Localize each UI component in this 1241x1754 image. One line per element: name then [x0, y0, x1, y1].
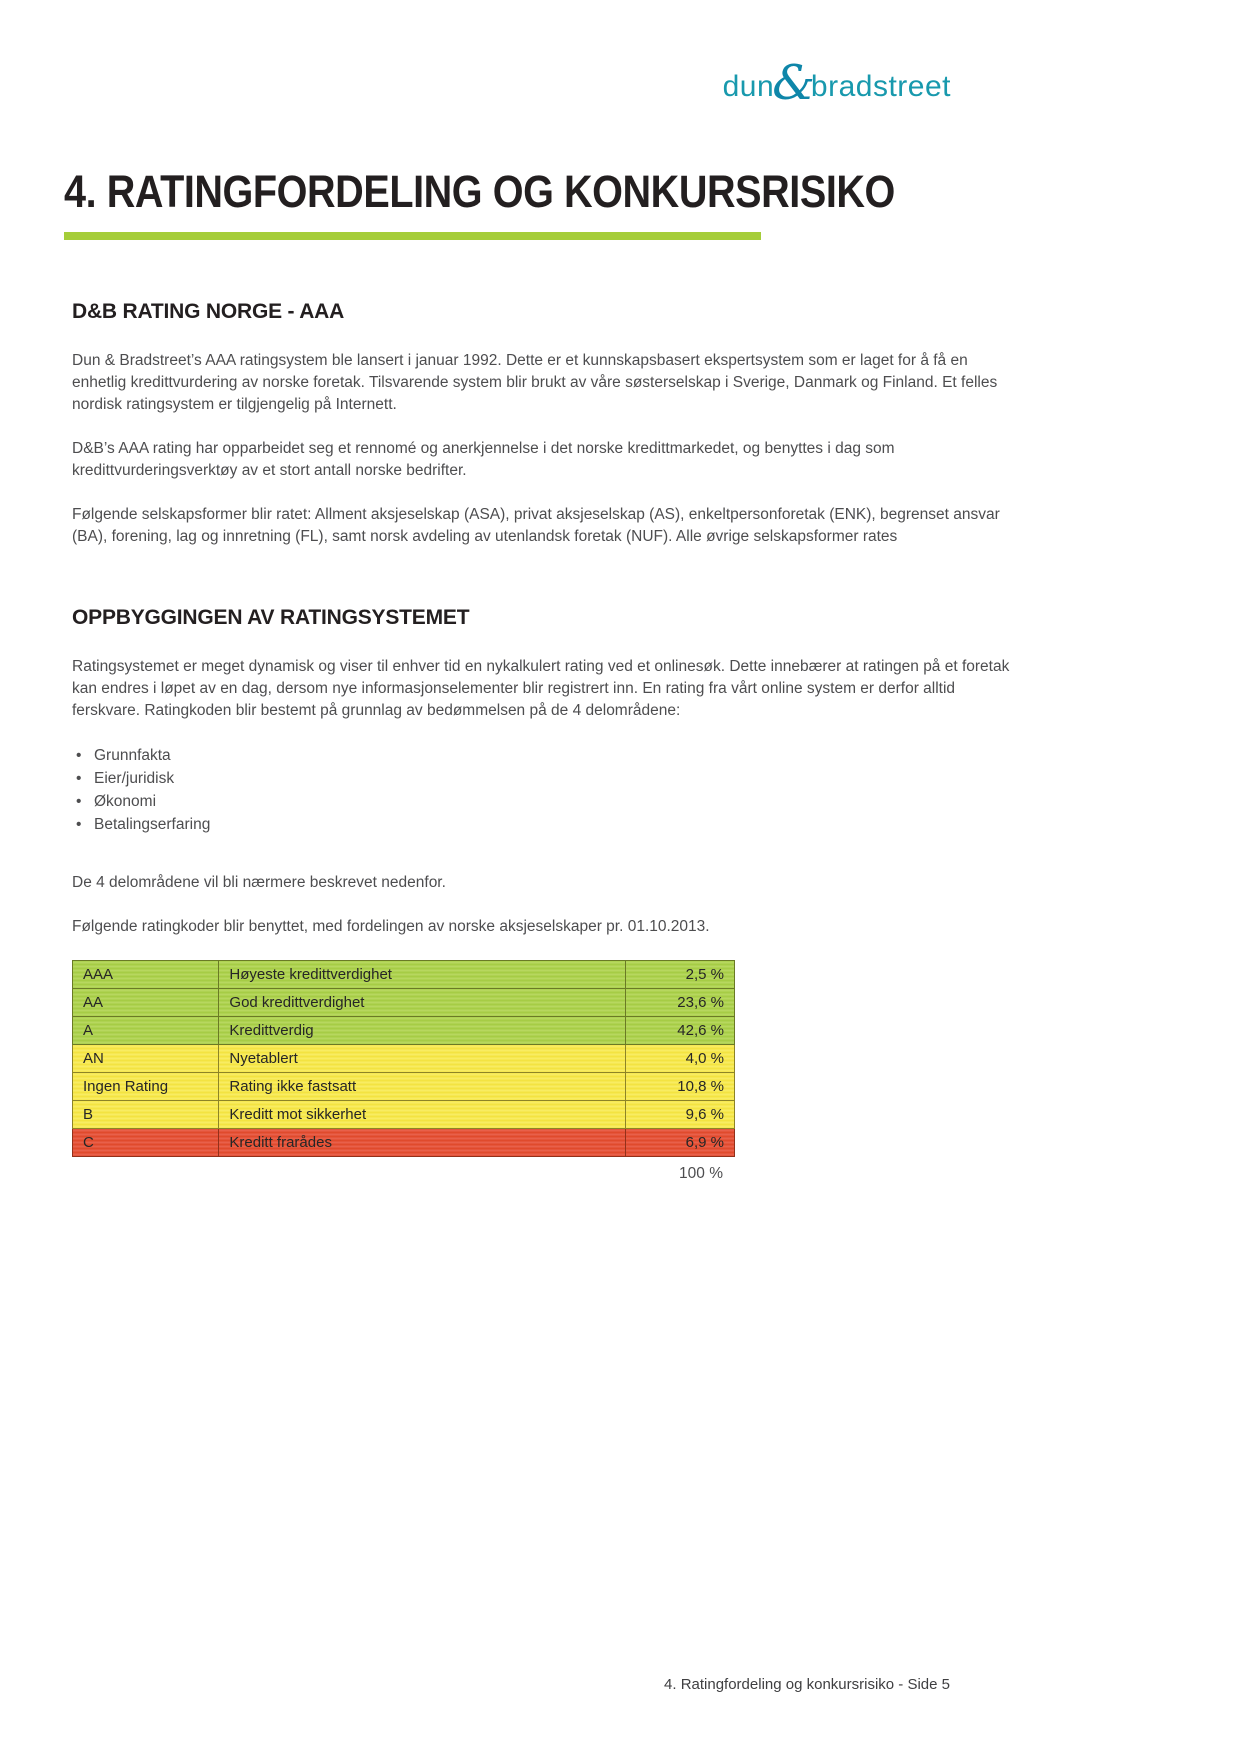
rating-pct-cell: 4,0 % [625, 1045, 734, 1073]
table-row [73, 961, 735, 989]
rating-desc-cell: Kreditt mot sikkerhet [219, 1101, 625, 1129]
table-row [73, 1073, 735, 1101]
rating-desc-cell: Rating ikke fastsatt [219, 1073, 625, 1101]
section-heading-oppbygging: OPPBYGGINGEN AV RATINGSYSTEMET [72, 606, 470, 629]
table-row [73, 989, 735, 1017]
rating-pct-cell: 6,9 % [625, 1129, 734, 1157]
paragraph-rating-intro: Dun & Bradstreet’s AAA ratingsystem ble lansert i januar 1992. Dette er et kunnskapsbasert ekspertsystem som er laget for å få en enhetlig kredittvurdering av norske foretak. Tilsvarende system blir brukt av våre søsterselskap i Sverige, Danmark og Finland. Et felles nordisk ratingsystem er tilgjengelig på Internett. [72, 352, 998, 413]
title-underline-bar [64, 232, 761, 240]
rating-desc-cell: Kreditt frarådes [219, 1129, 625, 1157]
rating-desc-cell: Kredittverdig [219, 1017, 625, 1045]
paragraph-company-forms: Følgende selskapsformer blir ratet: Allment aksjeselskap (ASA), privat aksjeselskap (AS), enkeltpersonforetak (ENK), begrenset ansvar (BA), forening, lag og innretning (FL), samt norsk avdeling av utenlandsk foretak (NUF). Alle øvrige selskapsformer rates [72, 506, 1000, 545]
rating-desc-cell: Høyeste kredittverdighet [219, 961, 625, 989]
page-footer: 4. Ratingfordeling og konkursrisiko - Side 5 [664, 1676, 950, 1693]
subarea-bullet-list [76, 744, 1010, 836]
rating-pct-cell: 9,6 % [625, 1101, 734, 1129]
rating-code-cell: Ingen Rating [73, 1073, 219, 1101]
list-item: • Økonomi [76, 790, 1010, 813]
paragraph-subareas-described: De 4 delområdene vil bli nærmere beskrevet nedenfor. [72, 874, 446, 891]
total-percentage: 100 % [679, 1165, 723, 1182]
rating-code-cell: AN [73, 1045, 219, 1073]
page-title: 4. RATINGFORDELING OG KONKURSRISIKO [64, 166, 895, 217]
rating-table [72, 960, 735, 1157]
rating-code-cell: AAA [73, 961, 219, 989]
table-row [73, 1017, 735, 1045]
section-heading-rating-norge: D&B RATING NORGE - AAA [72, 300, 345, 323]
paragraph-system-dynamic: Ratingsystemet er meget dynamisk og viser til enhver tid en nykalkulert rating ved et onlinesøk. Dette innebærer at ratingen på et foretak kan endres i løpet av en dag, dersom nye informasjonselementer blir registrert inn. En rating fra vårt online system er derfor alltid ferskvare. Ratingkoden blir bestemt på grunnlag av bedømmelsen på de 4 delområdene: [72, 658, 1010, 719]
list-item: • Grunnfakta [76, 744, 1010, 767]
db-logo: dun & bradstreet [722, 55, 951, 111]
table-row [73, 1129, 735, 1157]
rating-pct-cell: 10,8 % [625, 1073, 734, 1101]
rating-code-cell: C [73, 1129, 219, 1157]
table-row [73, 1101, 735, 1129]
rating-pct-cell: 2,5 % [625, 961, 734, 989]
rating-pct-cell: 23,6 % [625, 989, 734, 1017]
paragraph-rating-reputation: D&B’s AAA rating har opparbeidet seg et rennomé og anerkjennelse i det norske kredittmarkedet, og benyttes i dag som kredittvurderingsverktøy av et stort antall norske bedrifter. [72, 440, 895, 479]
rating-pct-cell: 42,6 % [625, 1017, 734, 1045]
rating-desc-cell: Nyetablert [219, 1045, 625, 1073]
logo-word-bradstreet: bradstreet [810, 70, 951, 103]
table-row [73, 1045, 735, 1073]
rating-code-cell: AA [73, 989, 219, 1017]
rating-desc-cell: God kredittverdighet [219, 989, 625, 1017]
list-item: • Betalingserfaring [76, 813, 1010, 836]
paragraph-rating-codes-intro: Følgende ratingkoder blir benyttet, med fordelingen av norske aksjeselskaper pr. 01.10.2013. [72, 918, 710, 935]
logo-word-dun: dun [722, 70, 775, 103]
rating-code-cell: A [73, 1017, 219, 1045]
rating-code-cell: B [73, 1101, 219, 1129]
list-item: • Eier/juridisk [76, 767, 1010, 790]
content-column [72, 300, 1010, 1183]
